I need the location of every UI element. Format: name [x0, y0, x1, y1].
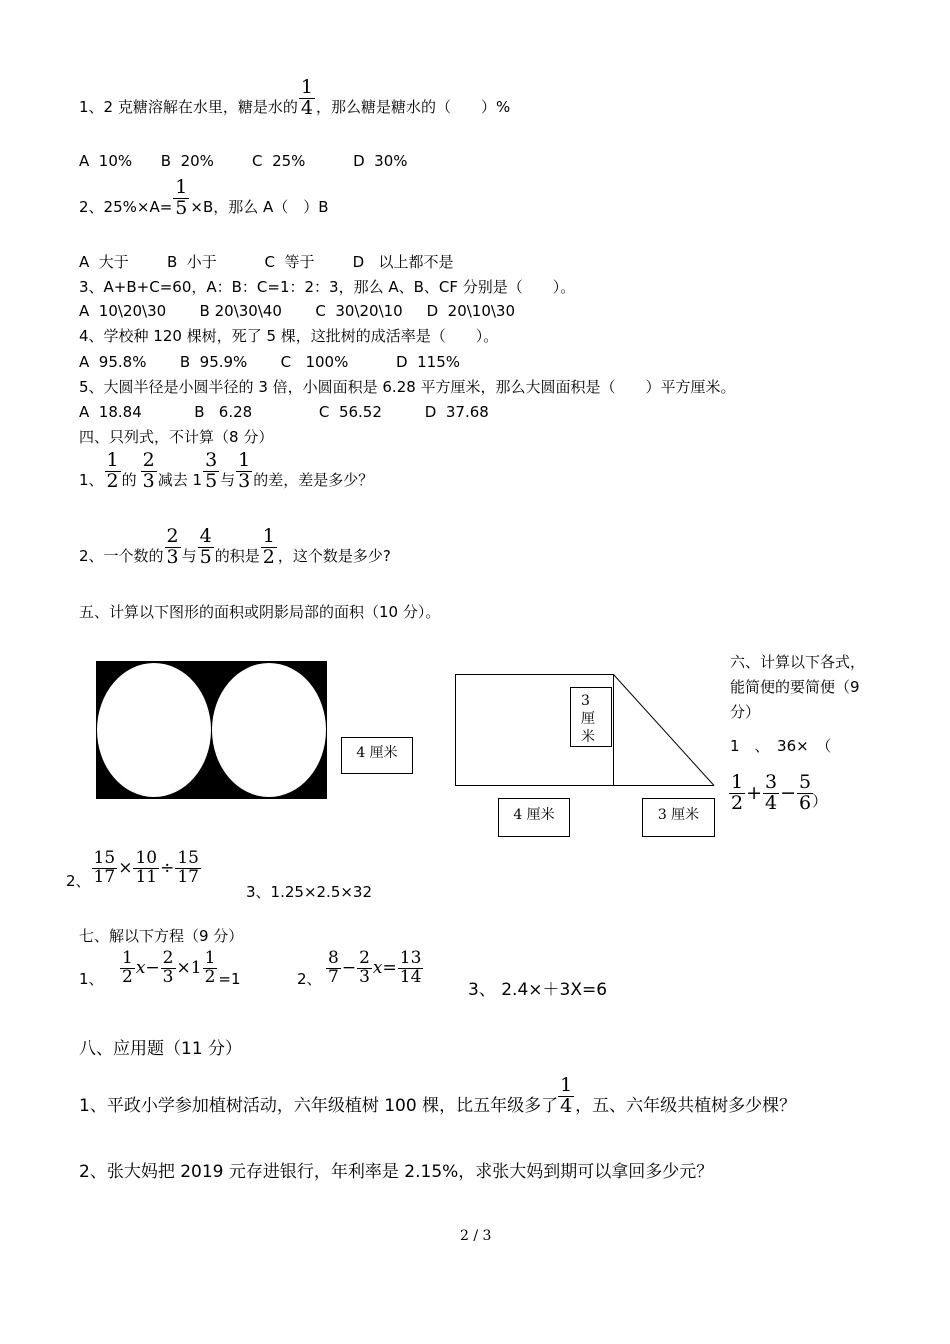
fraction: $\frac{1}{4}$ [300, 76, 313, 119]
question-4: 4、学校种 120 棵树，死了 5 棵，这批树的成活率是（ ）。 [79, 327, 499, 345]
word: 与 [181, 546, 197, 565]
fraction: $\frac{15}{17}$ [93, 848, 116, 887]
prefix: 2、 [297, 969, 322, 988]
fraction: $\frac{8}{7}$ [328, 948, 339, 987]
section-6-problem-1: 1 、 36× （ [730, 737, 832, 755]
fraction: $\frac{5}{6}$ [799, 771, 812, 814]
question-1 [79, 78, 510, 117]
question-2-options: A 大于 B 小于 C 等于 D 以上都不是 [79, 253, 454, 271]
times-one: ×1 [176, 957, 202, 978]
prefix: 1、 [79, 969, 104, 988]
expression [119, 950, 218, 987]
fraction: $\frac{1}{2}$ [262, 525, 275, 568]
triangle-hypotenuse [614, 675, 715, 786]
question-1-options: A 10% B 20% C 25% D 30% [79, 152, 408, 170]
label-3cm-line-1: 3 [581, 693, 590, 709]
question-3: 3、A+B+C=60，A：B：C=1：2：3，那么 A、B、CF 分别是（ ）。 [79, 278, 576, 296]
label-3cm-line-2: 厘 [581, 711, 595, 727]
fraction: $\frac{10}{11}$ [135, 848, 158, 887]
question-3-options: A 10\20\30 B 20\30\40 C 30\20\10 D 20\10\30 [79, 302, 516, 320]
prefix: 2、 [66, 871, 91, 890]
label-4cm-a: 4 厘米 [341, 737, 413, 774]
variable-x: x− [135, 957, 160, 978]
section-6-title-line-1: 六、计算以下各式， [730, 653, 866, 671]
fraction: $\frac{1}{5}$ [175, 176, 188, 219]
close-bracket: ） [812, 791, 828, 810]
section-6-title-line-3: 分） [730, 703, 761, 721]
equation-3 [468, 982, 607, 999]
page-number: 2 / 3 [460, 1228, 492, 1244]
prefix: 1、 [79, 470, 104, 489]
application-1 [79, 1076, 796, 1117]
section-6-problem-1-expr [728, 773, 827, 814]
application-1-text-a: 1、平政小学参加植树活动，六年级植树 100 棵，比五年级多了 [79, 1095, 559, 1116]
variable-x: x= [372, 957, 397, 978]
word: 与 [220, 470, 236, 489]
question-5: 5、大圆半径是小圆半径的 3 倍，小圆面积是 6.28 平方厘米，那么大圆面积是（ ）平方厘米。 [79, 378, 736, 396]
section-4-title: 四、只列式，不计算（8 分） [79, 428, 274, 446]
label-3cm-line-3: 米 [581, 729, 595, 745]
label-4cm-b: 4 厘米 [498, 798, 570, 837]
section-8-title: 八、应用题（11 分） [79, 1039, 243, 1059]
application-2: 2、张大妈把 2019 元存进银行，年利率是 2.15%，求张大妈到期可以拿回多少元？ [79, 1162, 714, 1182]
fraction: $\frac{1}{2}$ [106, 449, 119, 492]
section-7-title: 七、解以下方程（9 分） [79, 927, 244, 945]
section-5-title: 五、计算以下图形的面积或阴影局部的面积（10 分）。 [79, 603, 441, 621]
fraction: $\frac{2}{3}$ [359, 948, 370, 987]
word: 减去 1 [157, 470, 203, 489]
fraction: $\frac{1}{2}$ [122, 948, 133, 987]
word: 的积是 [214, 546, 260, 565]
question-4-options: A 95.8% B 95.9% C 100% D 115% [79, 353, 460, 371]
word: ，这个数是多少? [277, 546, 391, 565]
fraction: $\frac{3}{4}$ [765, 771, 778, 814]
fraction: $\frac{15}{17}$ [177, 848, 199, 887]
equation-1 [79, 950, 241, 987]
fraction: $\frac{1}{2}$ [204, 948, 216, 987]
fraction: $\frac{1}{3}$ [238, 449, 251, 492]
question-2-text-a: 2、25%×A= [79, 197, 173, 216]
left-circle [97, 663, 211, 797]
word: 的 [121, 470, 137, 489]
fraction: $\frac{2}{3}$ [142, 449, 155, 492]
equation-3-text: 3、 2.4×＋3X=6 [468, 980, 608, 1000]
times-sign: × [118, 857, 133, 878]
equation-2 [297, 950, 424, 987]
fraction: $\frac{3}{5}$ [205, 449, 218, 492]
plus-sign: + [746, 781, 763, 804]
application-1-text-b: ，五、六年级共植树多少棵？ [575, 1095, 797, 1116]
fraction: $\frac{2}{3}$ [166, 525, 179, 568]
question-2 [79, 178, 329, 217]
figure-two-circles [96, 661, 327, 799]
question-2-text-b: ×B，那么 A（ ）B [190, 197, 329, 216]
fraction: $\frac{13}{14}$ [399, 948, 422, 987]
prefix: 2、一个数的 [79, 546, 164, 565]
section-6-title-line-2: 能简便的要简便（9 [730, 678, 860, 696]
minus-sign: − [341, 957, 357, 978]
question-1-text-a: 1、2 克糖溶解在水里，糖是水的 [79, 97, 298, 116]
section-6-problem-2 [66, 850, 202, 889]
section-4-problem-1 [79, 451, 373, 492]
minus-sign: − [780, 781, 797, 804]
label-3cm-vertical [570, 687, 612, 747]
section-6-problem-3: 3、1.25×2.5×32 [246, 883, 373, 901]
expression [325, 950, 424, 987]
right-circle [212, 663, 326, 797]
fraction: $\frac{1}{4}$ [560, 1074, 573, 1117]
word: 的差，差是多少？ [253, 470, 374, 489]
fraction: $\frac{1}{2}$ [731, 771, 744, 814]
divide-sign: ÷ [160, 857, 175, 878]
question-1-text-b: ，那么糖是糖水的（ ）% [315, 97, 511, 116]
label-3cm-b: 3 厘米 [642, 798, 715, 837]
fraction: $\frac{2}{3}$ [162, 948, 174, 987]
fraction: $\frac{4}{5}$ [199, 525, 212, 568]
section-4-problem-2 [79, 527, 391, 568]
question-5-options: A 18.84 B 6.28 C 56.52 D 37.68 [79, 403, 489, 421]
equals-one: =1 [218, 969, 241, 988]
expression [91, 850, 202, 887]
